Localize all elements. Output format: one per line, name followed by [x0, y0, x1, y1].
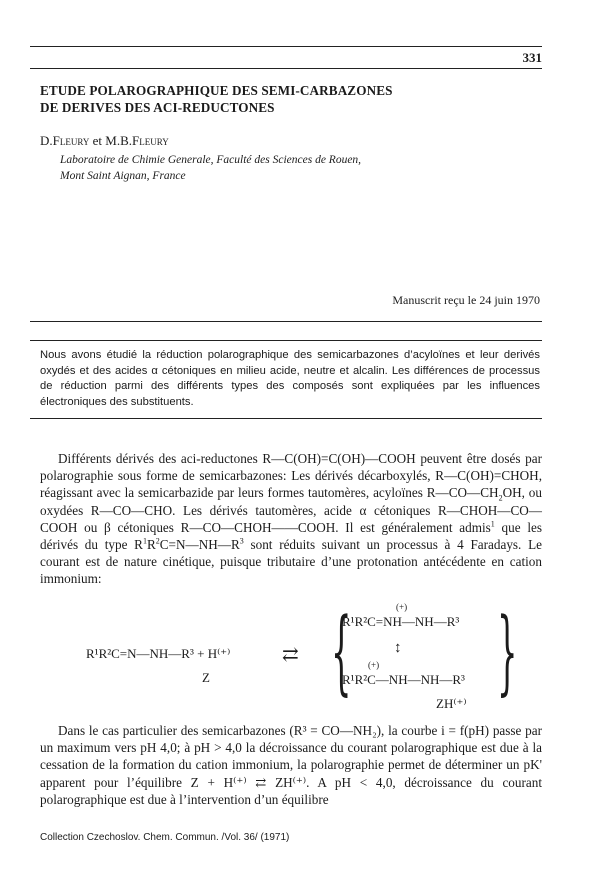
paragraph-1 — [40, 450, 542, 588]
scheme-top-formula: R¹R²C=NH—NH—R³ — [342, 614, 460, 629]
authors — [40, 133, 169, 149]
author1-initials: D. — [40, 133, 53, 148]
p1-part-e: sont réduits suivant un processus à 4 Faradays. Le courant est de nature cinétique, puisque tributaire d’une protonation antécédente en cation immonium: — [40, 537, 542, 587]
p1-part-d: C=N—NH—R — [159, 537, 240, 553]
scheme-left-label: Z — [202, 670, 210, 685]
affiliation-line-2: Mont Saint Aignan, France — [60, 170, 186, 182]
p1-ref-1: 1 — [490, 519, 495, 529]
p1-sub-2: 2 — [498, 494, 503, 504]
scheme-left-brace: { — [331, 598, 352, 705]
p1-r-letter: R — [146, 537, 156, 553]
top-rule — [30, 46, 542, 47]
p1-sup-r2: 2 — [155, 536, 160, 546]
abstract-top-rule-2 — [30, 340, 542, 341]
affiliation-line-1: Laboratoire de Chimie Generale, Faculté des Sciences de Rouen, — [60, 154, 362, 166]
p1-sup-r3: 3 — [239, 536, 244, 546]
scheme-top-charge: (+) — [396, 602, 408, 612]
received-date: Manuscrit reçu le 24 juin 1970 — [392, 293, 540, 307]
title-line-2: DE DERIVES DES ACI-REDUCTONES — [40, 100, 275, 115]
author-connector: et — [89, 133, 106, 148]
scheme-equilibrium-arrow: ⇄ — [282, 644, 299, 666]
author2-name: Fleury — [132, 133, 169, 148]
paragraph-2: Dans le cas particulier des semicarbazones (R³ = CO—NH₂), la courbe i = f(pH) passe par un maximum vers pH 4,0; à pH > 4,0 la décroissance du courant polarographique est due à la cessation de la formation du cation immonium, la polarographie permet de déterminer un pK' apparent pour l’équilibre Z + H⁽⁺⁾ ⇄ ZH⁽⁺⁾. A pH < 4,0, décroissance du courant polarographique est due à l’intervention d’un équilibre — [40, 723, 542, 807]
author2-initials: M.B. — [105, 133, 132, 148]
abstract-bottom-rule — [30, 418, 542, 419]
p1-part-c: que les dérivés du type R — [40, 519, 542, 553]
affiliation — [60, 152, 361, 184]
scheme-right-label: ZH⁽⁺⁾ — [436, 696, 467, 711]
p1-sup-r1: 1 — [142, 536, 147, 546]
p1-part-b: OH, ou oxydées R—CO—CHO. Les dérivés tautomères, acide α cétoniques R—CHOH—CO—COOH ou β cétoniques R—CO—CHOH——COOH. Il est généralement admis — [40, 485, 542, 535]
scheme-bottom-charge: (+) — [368, 660, 380, 670]
p1-part-a: Différents dérivés des aci-reductones R—C(OH)=C(OH)—COOH peuvent être dosés par polarographie sous forme de semicarbazones: Les dérivés décarboxylés, R—C(OH)=CHOH, réagissant avec la semicarbazide par leurs formes tautomères, acyloïnes R—CO—CH — [40, 451, 542, 501]
footer-citation: Collection Czechoslov. Chem. Commun. /Vol. 36/ (1971) — [40, 832, 290, 843]
scheme-left-formula: R¹R²C=N—NH—R³ + H⁽⁺⁾ — [86, 646, 231, 661]
header-rule — [30, 68, 542, 69]
page-number: 331 — [522, 50, 542, 65]
scheme-bottom-formula: R¹R²C—NH—NH—R³ — [342, 672, 465, 687]
title-line-1: ETUDE POLAROGRAPHIQUE DES SEMI-CARBAZONES — [40, 83, 393, 98]
abstract-top-rule — [30, 321, 542, 322]
author1-name: Fleury — [52, 133, 90, 148]
article-title — [40, 82, 540, 116]
scheme-resonance-arrow: ↕ — [394, 640, 402, 656]
abstract: Nous avons étudié la réduction polarographique des semicarbazones d’acyloïnes et leur derivés oxydés et des acides α cétoniques en milieu acide, neutre et alcalin. Les différences de processus de réduction parmi des différents types des composés sont expliquées par les influences électroniques des substituents. — [40, 349, 540, 408]
reaction-scheme — [30, 598, 560, 712]
scheme-right-brace: } — [497, 598, 518, 705]
